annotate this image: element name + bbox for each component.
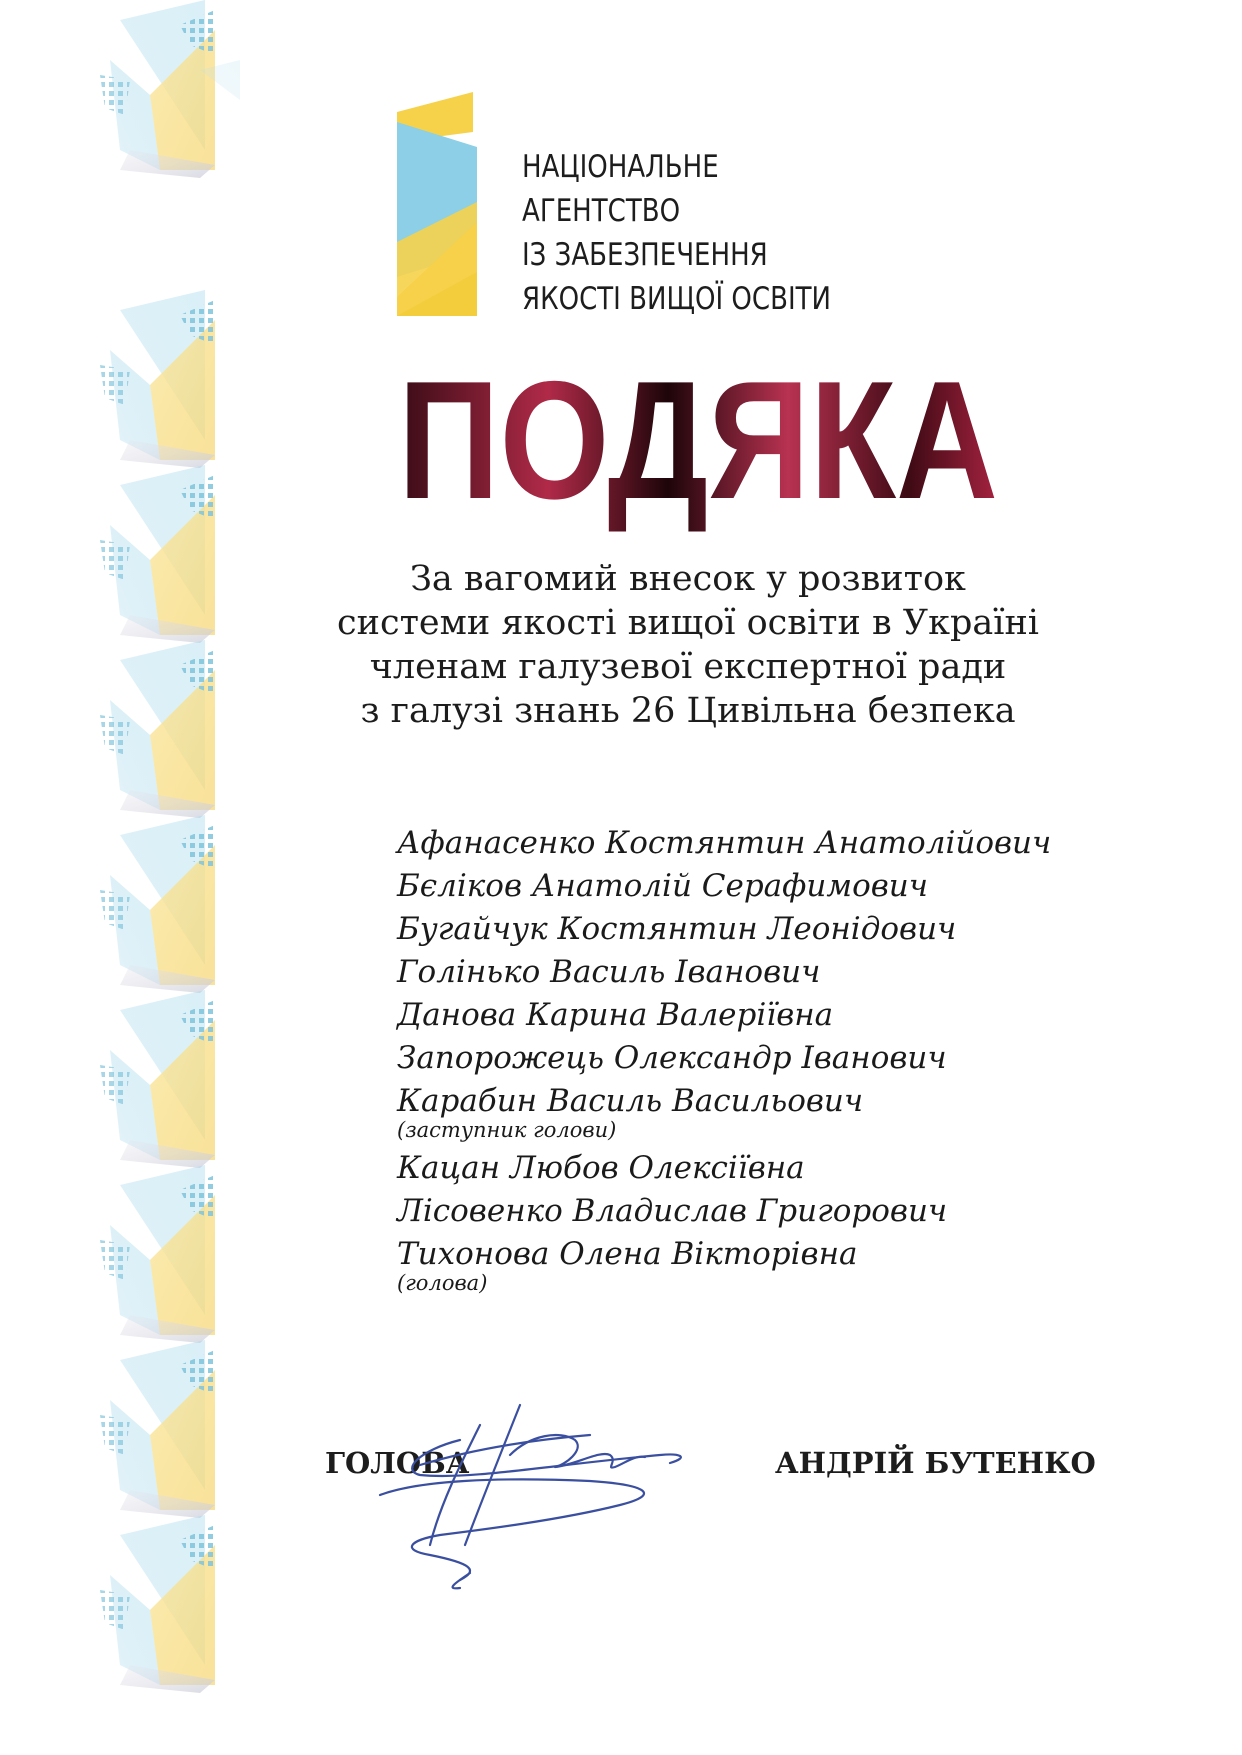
list-item	[397, 822, 1051, 865]
list-item	[397, 1080, 1051, 1143]
dedication-line-1: За вагомий внесок у розвиток	[410, 559, 966, 599]
organization-name-line-3: ІЗ ЗАБЕЗПЕЧЕННЯ	[522, 237, 768, 273]
organization-name-line-2: АГЕНТСТВО	[522, 193, 681, 229]
dedication-line-3: членам галузевої експертної ради	[369, 647, 1007, 687]
member-name: Голінько Василь Іванович	[397, 954, 821, 990]
list-item	[397, 1147, 1051, 1190]
dedication-line-4: з галузі знань 26 Цивільна безпека	[360, 691, 1016, 731]
decorative-border-pattern	[0, 0, 240, 1755]
list-item	[397, 865, 1051, 908]
member-name: Запорожець Олександр Іванович	[397, 1040, 947, 1076]
signatory-name: АНДРІЙ БУТЕНКО	[775, 1446, 1096, 1480]
member-role: (голова)	[397, 1271, 488, 1295]
member-role: (заступник голови)	[397, 1118, 617, 1142]
member-name: Бєліков Анатолій Серафимович	[397, 868, 929, 904]
member-name: Бугайчук Костянтин Леонідович	[397, 911, 957, 947]
organization-name-line-4: ЯКОСТІ ВИЩОЇ ОСВІТИ	[522, 281, 832, 317]
member-name: Афанасенко Костянтин Анатолійович	[397, 825, 1052, 861]
list-item	[397, 994, 1051, 1037]
handwritten-signature	[360, 1395, 720, 1595]
signatory-position: ГОЛОВА	[325, 1446, 470, 1480]
member-name: Данова Карина Валеріївна	[397, 997, 834, 1033]
member-name: Кацан Любов Олексіївна	[397, 1150, 805, 1186]
dedication-text	[300, 557, 1076, 733]
member-name: Лісовенко Владислав Григорович	[397, 1193, 948, 1229]
organization-name-line-1: НАЦІОНАЛЬНЕ	[522, 149, 719, 185]
list-item	[397, 1190, 1051, 1233]
title-text: ПОДЯКА	[398, 346, 998, 534]
page-title	[378, 348, 1018, 548]
list-item	[397, 1233, 1051, 1296]
list-item	[397, 1037, 1051, 1080]
organization-name	[522, 145, 831, 321]
member-name: Тихонова Олена Вікторівна	[397, 1236, 858, 1272]
member-list	[397, 822, 1051, 1300]
member-name: Карабин Василь Васильович	[397, 1083, 864, 1119]
list-item	[397, 908, 1051, 951]
list-item	[397, 951, 1051, 994]
dedication-line-2: системи якості вищої освіти в Україні	[337, 603, 1039, 643]
naqa-logo-icon	[395, 92, 495, 316]
